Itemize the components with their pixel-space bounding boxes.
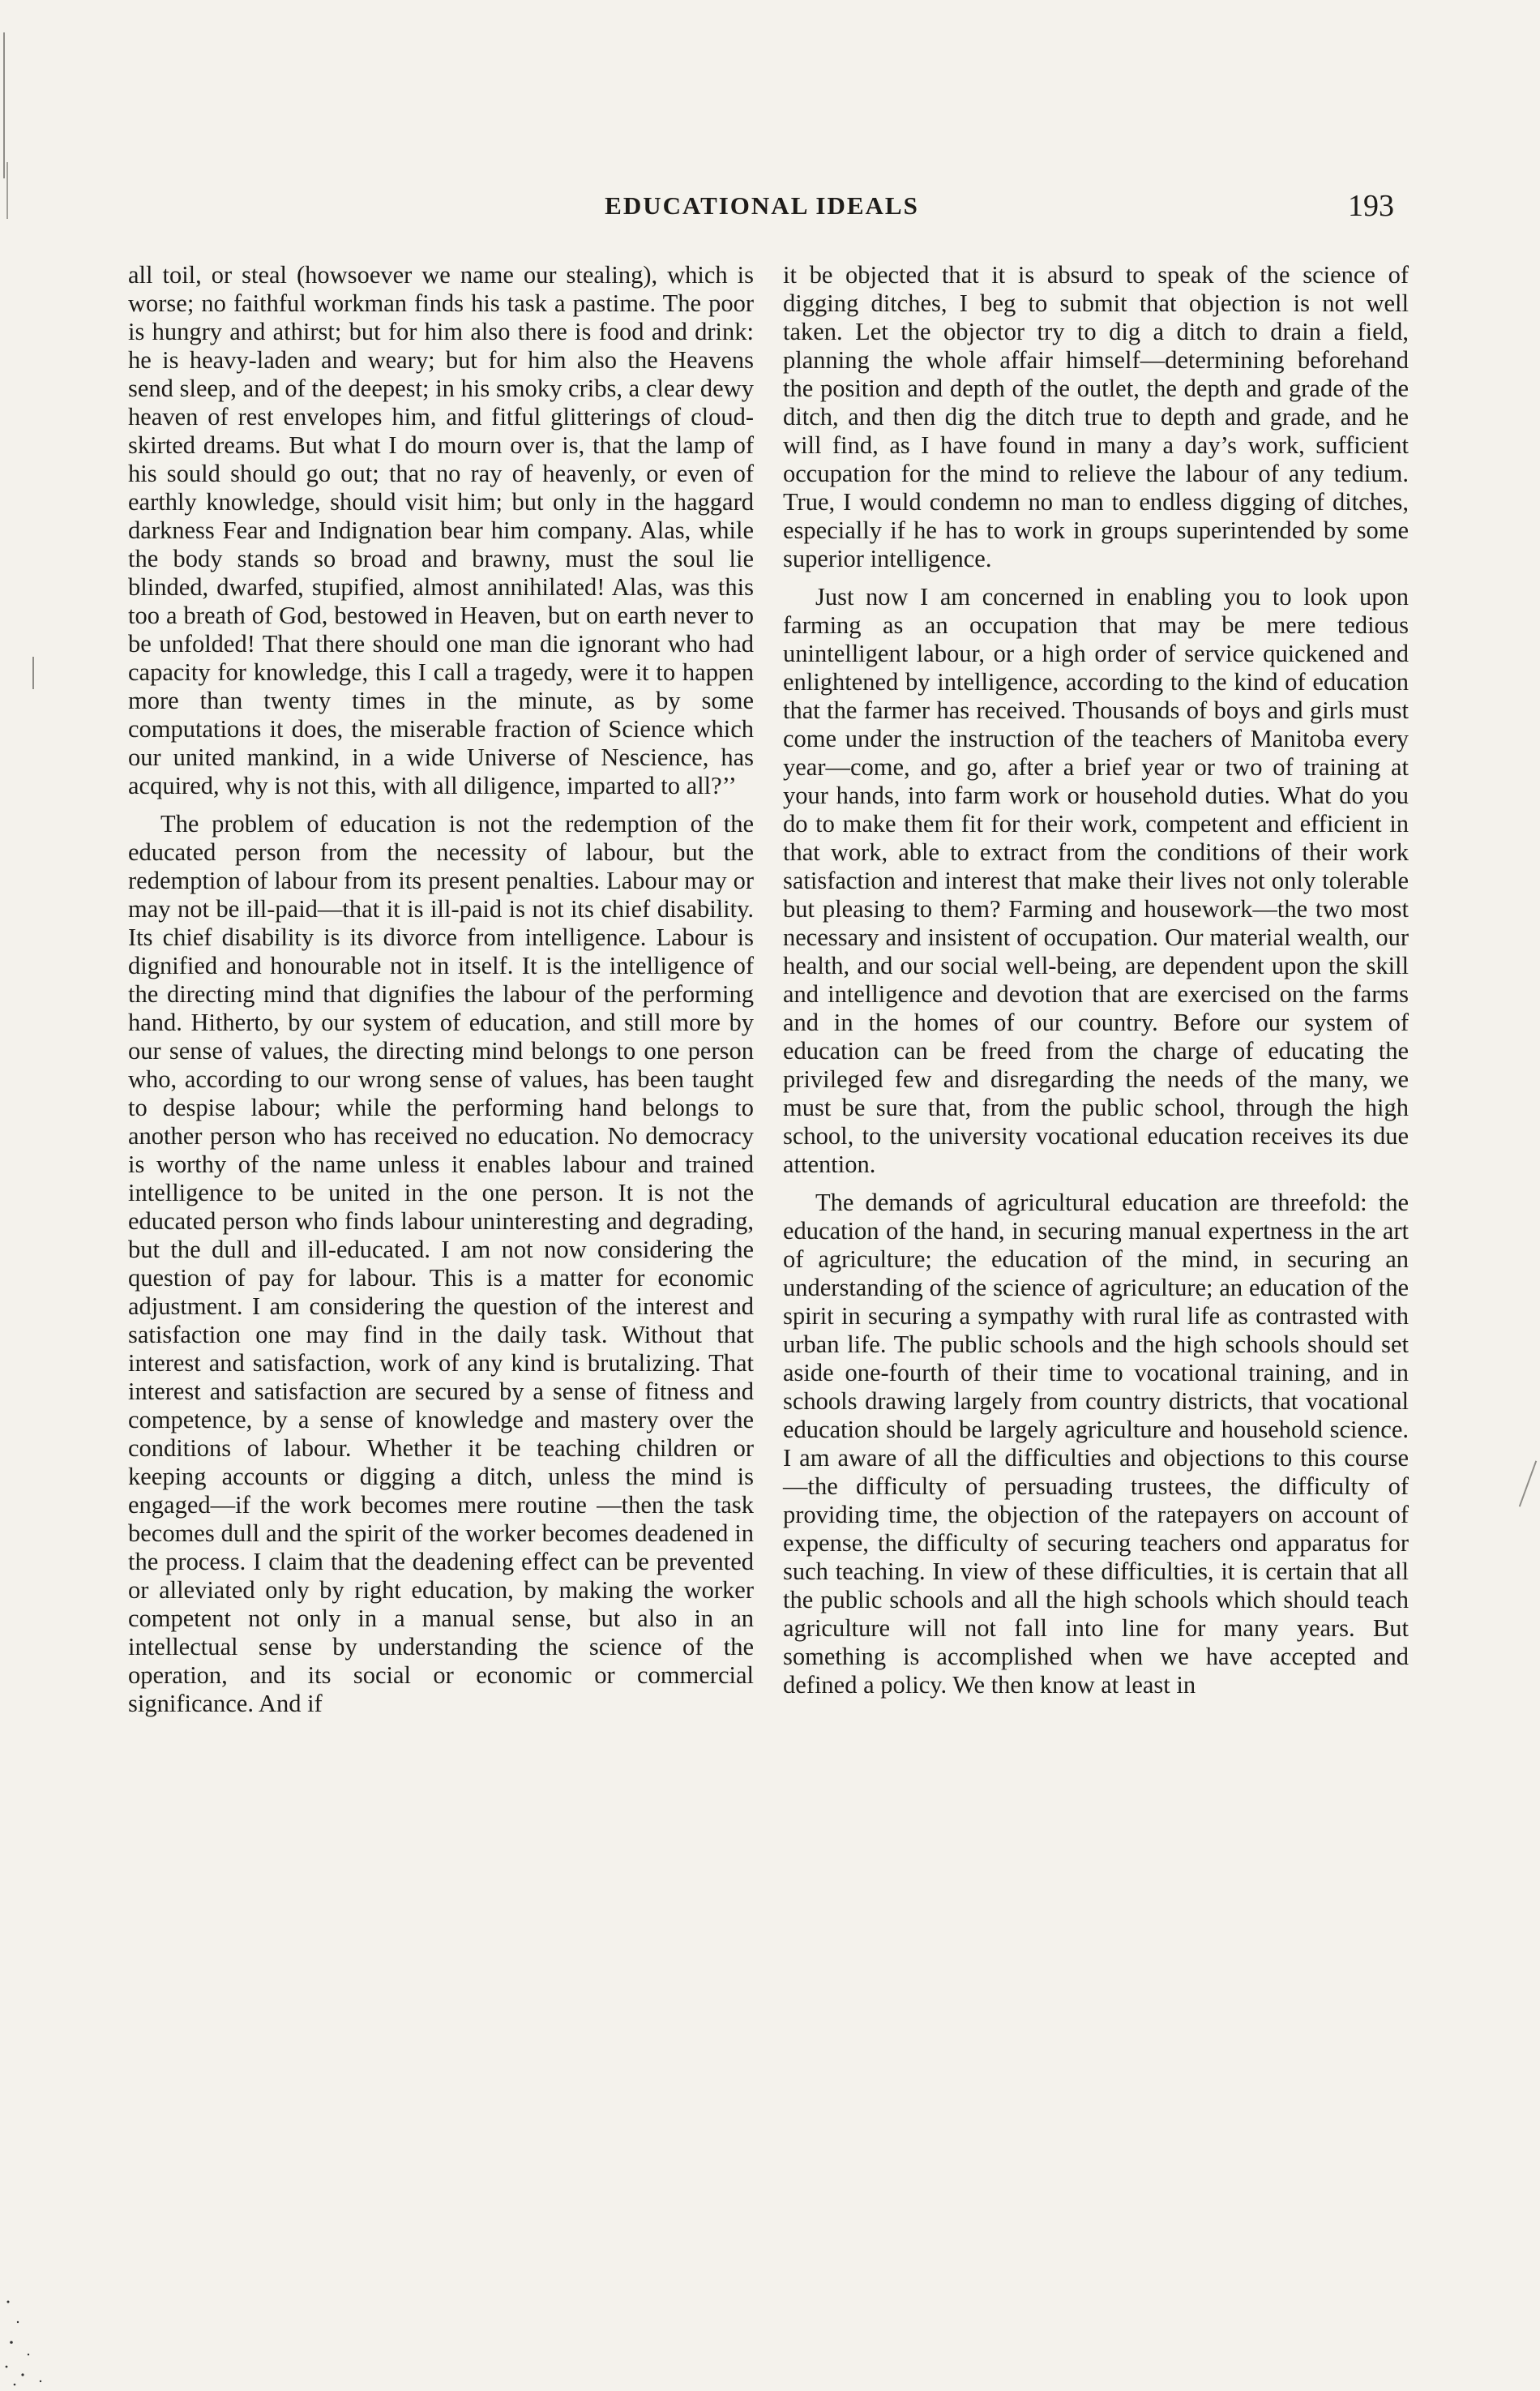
- paragraph: The demands of agricultural education are threefold: the education of the hand, in securing manual expertness in the art of agriculture; the education of the mind, in securing an understanding of the science of agriculture; an education of the spirit in securing a sympathy with rural life as contrasted with urban life. The public schools and the high schools should set aside one-fourth of their time to vocational training, and in schools drawing largely from country districts, that vocational education should be largely agriculture and household science. I am aware of all the difficulties and objections to this course—the difficulty of persuading trustees, the difficulty of providing time, the objection of the ratepayers on account of expense, the difficulty of securing teachers ond apparatus for such teaching. In view of these difficulties, it is certain that all the public schools and all the high schools which should teach agriculture will not fall into line for many years. But something is accomplished when we have accepted and defined a policy. We then know at least in: [783, 1189, 1409, 1699]
- running-title: EDUCATIONAL IDEALS: [605, 191, 919, 220]
- paragraph: Just now I am concerned in enabling you to look upon farming as an occupation that may be mere tedious unintelligent labour, or a high order of service quickened and enlightened by intelligence, according to the kind of education that the farmer has received. Thousands of boys and girls must come under the instruction of the teachers of Manitoba every year—come, and go, after a brief year or two of training at your hands, into farm work or household duties. What do you do to make them fit for their work, competent and efficient in that work, able to extract from the conditions of their work satisfaction and interest that make their lives not only tolerable but pleasing to them? Farming and housework—the two most necessary and insistent of occupation. Our material wealth, our health, and our social well-being, are dependent upon the skill and intelligence and devotion that are exercised on the farms and in the homes of our country. Before our system of education can be freed from the charge of educating the privileged few and disregarding the needs of the many, we must be sure that, from the public school, through the high school, to the university vocational education receives its due attention.: [783, 583, 1409, 1178]
- paragraph: The problem of education is not the redemption of the educated person from the necessity of labour, but the redemption of labour from its present penalties. Labour may or may not be ill-paid—that it is ill-paid is not its chief disability. Its chief disability is its divorce from intelligence. Labour is dignified and honourable not in itself. It is the intelligence of the directing mind that dignifies the labour of the performing hand. Hitherto, by our system of education, and still more by our sense of values, the directing mind belongs to one person who, according to our wrong sense of values, has been taught to despise labour; while the performing hand belongs to another person who has received no education. No democracy is worthy of the name unless it enables labour and trained intelligence to be united in the one person. It is not the educated person who finds labour uninteresting and degrading, but the dull and ill-educated. I am not now considering the question of pay for labour. This is a matter for economic adjustment. I am considering the question of the interest and satisfaction one may find in the daily task. Without that interest and satisfaction, work of any kind is brutalizing. That interest and satisfaction are secured by a sense of fitness and competence, by a sense of knowledge and mastery over the conditions of labour. Whether it be teaching children or keeping accounts or digging a ditch, unless the mind is engaged—if the work becomes mere routine —then the task becomes dull and the spirit of the worker becomes deadened in the process. I claim that the deadening effect can be prevented or alleviated only by right education, by making the worker competent not only in a manual sense, but also in an intellectual sense by understanding the science of the operation, and its social or economic or commercial significance. And if: [128, 810, 754, 1717]
- paragraph: it be objected that it is absurd to speak of the science of digging ditches, I beg to submit that objection is not well taken. Let the objector try to dig a ditch to drain a field, planning the whole affair himself—determining beforehand the position and depth of the outlet, the depth and grade of the ditch, and then dig the ditch true to depth and grade, and he will find, as I have found in many a day’s work, sufficient occupation for the mind to relieve the labour of any tedium. True, I would condemn no man to endless digging of ditches, especially if he has to work in groups superintended by some superior intelligence.: [783, 261, 1409, 572]
- right-column: [783, 261, 1409, 1709]
- scan-edge-mark: [32, 657, 34, 689]
- scan-edge-mark: [6, 162, 8, 219]
- left-column: [128, 261, 754, 1728]
- scan-edge-mark: [1519, 1460, 1537, 1506]
- paragraph: all toil, or steal (howsoever we name our stealing), which is worse; no faithful workman finds his task a pastime. The poor is hungry and athirst; but for him also there is food and drink: he is heavy-laden and weary; but for him also the Heavens send sleep, and of the deepest; in his smoky cribs, a clear dewy heaven of rest envelopes him, and fitful glitterings of cloud-skirted dreams. But what I do mourn over is, that the lamp of his sould should go out; that no ray of heavenly, or even of earthly knowledge, should visit him; but only in the haggard darkness Fear and Indignation bear him company. Alas, while the body stands so broad and brawny, must the soul lie blinded, dwarfed, stupified, almost annihilated! Alas, was this too a breath of God, bestowed in Heaven, but on earth never to be unfolded! That there should one man die ignorant who had capacity for knowledge, this I call a tragedy, were it to happen more than twenty times in the minute, as by some computations it does, the miserable fraction of Science which our united mankind, in a wide Universe of Nescience, has acquired, why is not this, with all diligence, imparted to all?’’: [128, 261, 754, 799]
- scan-edge-mark: [3, 32, 5, 178]
- page-header: [130, 191, 1394, 240]
- scan-specks: [0, 2277, 65, 2391]
- page-number: 193: [1348, 189, 1394, 223]
